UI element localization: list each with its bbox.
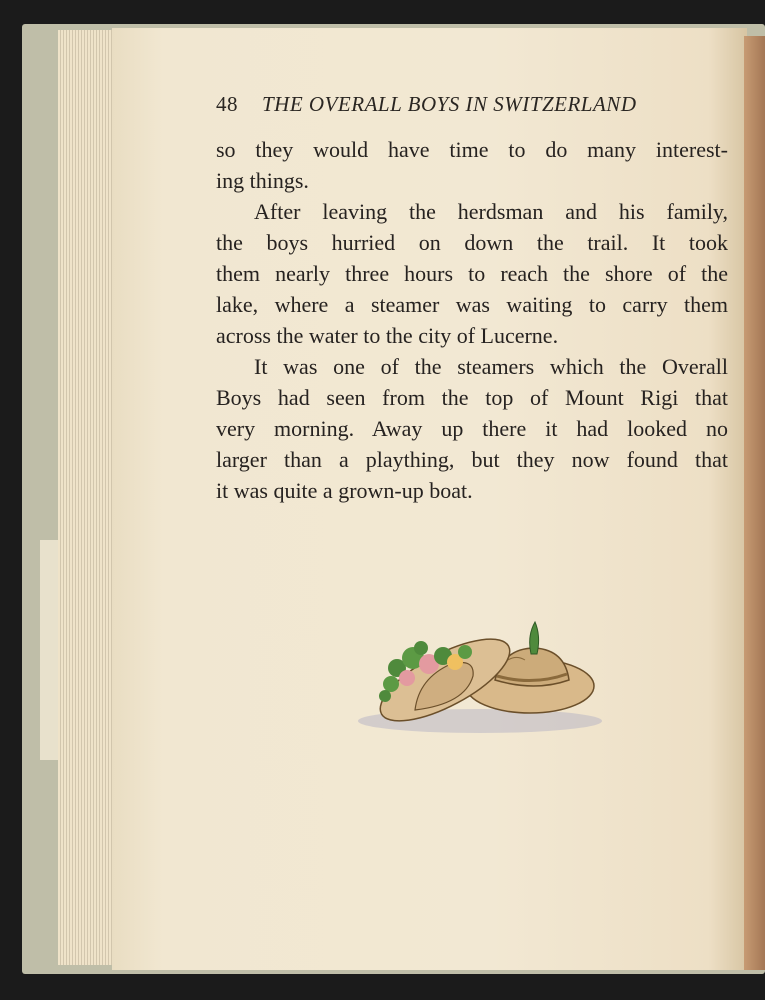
text-line: After leaving the herdsman and his family, bbox=[254, 199, 728, 224]
hats-illustration bbox=[355, 618, 615, 748]
text-line: ing things. bbox=[216, 168, 309, 193]
running-title: THE OVERALL BOYS IN SWITZERLAND bbox=[262, 92, 637, 116]
text-line: so they would have time to do many interest- bbox=[216, 137, 728, 162]
text-line: very morning. Away up there it had looked no bbox=[216, 416, 728, 441]
text-line: Boys had seen from the top of Mount Rigi that bbox=[216, 385, 728, 410]
text-line: lake, where a steamer was waiting to carry them bbox=[216, 292, 728, 317]
body-text bbox=[216, 134, 728, 506]
running-header bbox=[216, 92, 716, 117]
text-line: It was one of the steamers which the Overall bbox=[254, 354, 728, 379]
text-line: larger than a plaything, but they now found that bbox=[216, 447, 728, 472]
page-edges bbox=[58, 30, 118, 965]
page-number: 48 bbox=[216, 92, 238, 116]
spine-strip bbox=[40, 540, 58, 760]
facing-page-edge bbox=[744, 36, 765, 970]
text-line: them nearly three hours to reach the shore of the bbox=[216, 261, 728, 286]
text-line: the boys hurried on down the trail. It took bbox=[216, 230, 728, 255]
text-line: it was quite a grown-up boat. bbox=[216, 478, 473, 503]
text-line: across the water to the city of Lucerne. bbox=[216, 323, 559, 348]
